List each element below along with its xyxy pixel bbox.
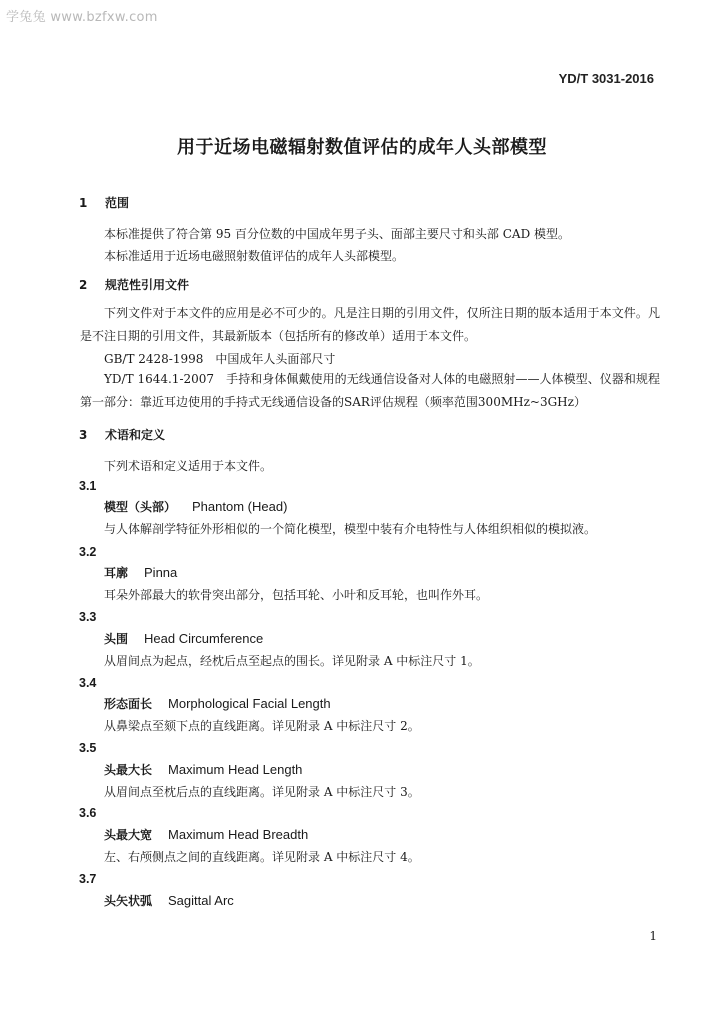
clause-number: 3.2 — [79, 545, 97, 559]
term-zh: 头矢状弧 — [104, 894, 153, 908]
term-zh: 形态面长 — [104, 697, 153, 711]
page-number: 1 — [649, 929, 657, 943]
term-heading — [104, 826, 308, 843]
term-heading — [104, 761, 302, 778]
section-heading-terms — [79, 426, 165, 443]
term-zh: 模型（头部） — [104, 500, 177, 514]
section-number: 2 — [79, 278, 88, 292]
term-definition: 耳朵外部最大的软骨突出部分，包括耳轮、小叶和反耳轮，也叫作外耳。 — [104, 588, 489, 602]
term-en: Sagittal Arc — [168, 893, 234, 908]
clause-number: 3.7 — [79, 872, 97, 886]
document-code: YD/T 3031-2016 — [558, 71, 654, 86]
term-zh: 头最大长 — [104, 763, 153, 777]
section-heading-scope — [79, 194, 129, 211]
terms-intro: 下列术语和定义适用于本文件。 — [104, 459, 273, 473]
term-heading — [104, 630, 263, 647]
term-en: Morphological Facial Length — [168, 696, 331, 711]
reference-item-2: YD/T 1644.1-2007 手持和身体佩戴使用的无线通信设备对人体的电磁照射——人体模型、仪器和规程 第一部分：靠近耳边使用的手持式无线通信设备的SAR评估规程（频率范围300MHz~3GHz） — [80, 372, 660, 409]
term-heading — [104, 498, 287, 515]
document-title: 用于近场电磁辐射数值评估的成年人头部模型 — [177, 137, 547, 158]
clause-number: 3.1 — [79, 479, 97, 493]
watermark: 学兔兔 www.bzfxw.com — [6, 10, 158, 25]
section-number: 1 — [79, 196, 88, 210]
term-en: Pinna — [144, 565, 178, 580]
clause-number: 3.5 — [79, 741, 97, 755]
term-en: Maximum Head Length — [168, 762, 303, 777]
section-title: 规范性引用文件 — [105, 278, 190, 292]
section-heading-refs — [79, 276, 189, 293]
term-en: Phantom (Head) — [192, 499, 288, 514]
clause-number: 3.6 — [79, 806, 97, 820]
term-definition: 左、右颅侧点之间的直线距离。详见附录 A 中标注尺寸 4。 — [104, 850, 420, 864]
term-zh: 头最大宽 — [104, 828, 153, 842]
term-en: Maximum Head Breadth — [168, 827, 309, 842]
term-definition: 从鼻梁点至颏下点的直线距离。详见附录 A 中标注尺寸 2。 — [104, 719, 420, 733]
section-number: 3 — [79, 428, 88, 442]
section-title: 术语和定义 — [105, 428, 166, 442]
clause-number: 3.3 — [79, 610, 97, 624]
term-definition: 从眉间点为起点，经枕后点至起点的围长。详见附录 A 中标注尺寸 1。 — [104, 654, 480, 668]
term-heading — [104, 892, 234, 909]
term-zh: 头围 — [104, 632, 129, 646]
section-title: 范围 — [105, 196, 130, 210]
scope-paragraph-2: 本标准适用于近场电磁照射数值评估的成年人头部模型。 — [104, 249, 405, 263]
clause-number: 3.4 — [79, 676, 97, 690]
scope-paragraph-1: 本标准提供了符合第 95 百分位数的中国成年男子头、面部主要尺寸和头部 CAD 模型。 — [104, 227, 570, 241]
term-en: Head Circumference — [144, 631, 264, 646]
term-heading — [104, 695, 331, 712]
term-zh: 耳廓 — [104, 566, 129, 580]
term-definition: 与人体解剖学特征外形相似的一个简化模型，模型中装有介电特性与人体组织相似的模拟液。 — [104, 522, 597, 536]
term-heading — [104, 564, 177, 581]
reference-item-1: GB/T 2428-1998 中国成年人头面部尺寸 — [104, 352, 336, 366]
term-definition: 从眉间点至枕后点的直线距离。详见附录 A 中标注尺寸 3。 — [104, 785, 420, 799]
refs-paragraph: 下列文件对于本文件的应用是必不可少的。凡是注日期的引用文件，仅所注日期的版本适用于本文件。凡是不注日期的引用文件，其最新版本（包括所有的修改单）适用于本文件。 — [80, 306, 660, 343]
